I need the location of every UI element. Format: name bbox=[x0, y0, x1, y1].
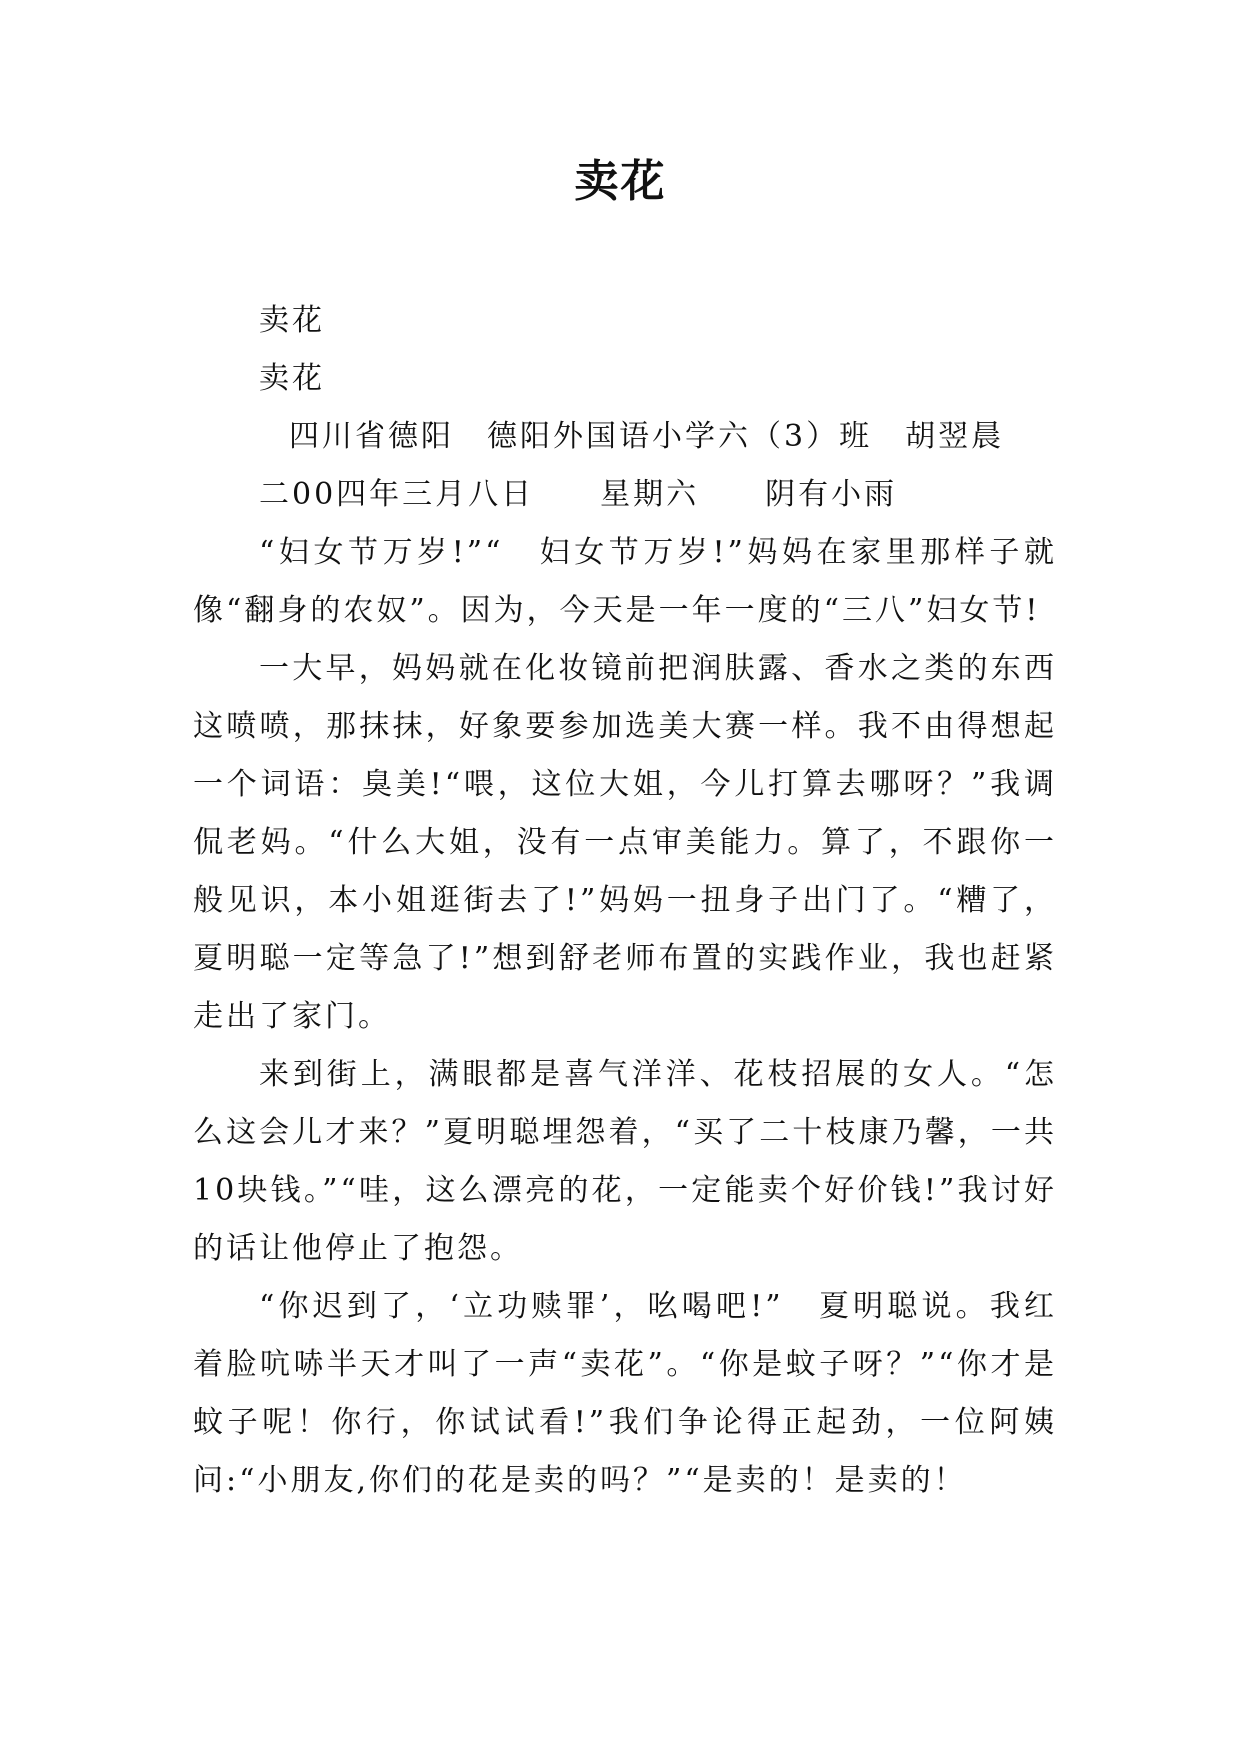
paragraph: 来到街上，满眼都是喜气洋洋、花枝招展的女人。“怎么这会儿才来？”夏明聪埋怨着，“买了二十枝康乃馨，一共10块钱。”“哇，这么漂亮的花，一定能卖个好价钱!”我讨好的话让他停止了抱怨。 bbox=[193, 1057, 1057, 1266]
paragraph: “你迟到了，‘立功赎罪’，吆喝吧!” 夏明聪说。我红着脸吭哧半天才叫了一声“卖花”。“你是蚊子呀？”“你才是蚊子呢！你行，你试试看!”我们争论得正起劲，一位阿姨问:“小朋友,你们的花是卖的吗？”“是卖的！是卖的！ bbox=[193, 1289, 1057, 1498]
heading-line: 卖花 bbox=[259, 303, 325, 338]
heading-line: 卖花 bbox=[259, 361, 325, 396]
paragraph: 一大早，妈妈就在化妆镜前把润肤露、香水之类的东西这喷喷，那抹抹，好象要参加选美大赛一样。我不由得想起一个词语：臭美!“喂，这位大姐，今儿打算去哪呀？”我调侃老妈。“什么大姐，没有一点审美能力。算了，不跟你一般见识，本小姐逛街去了!”妈妈一扭身子出门了。“糟了，夏明聪一定等急了!”想到舒老师布置的实践作业，我也赶紧走出了家门。 bbox=[193, 651, 1057, 1034]
paragraph: “妇女节万岁!”“ 妇女节万岁!”妈妈在家里那样子就像“翻身的农奴”。因为，今天是一年一度的“三八”妇女节! bbox=[193, 535, 1057, 628]
date-line: 二00四年三月八日 星期六 阴有小雨 bbox=[259, 477, 898, 512]
document-title: 卖花 bbox=[574, 156, 667, 207]
author-line: 四川省德阳 德阳外国语小学六（3）班 胡翌晨 bbox=[289, 419, 1005, 454]
document-body bbox=[193, 292, 1057, 1510]
